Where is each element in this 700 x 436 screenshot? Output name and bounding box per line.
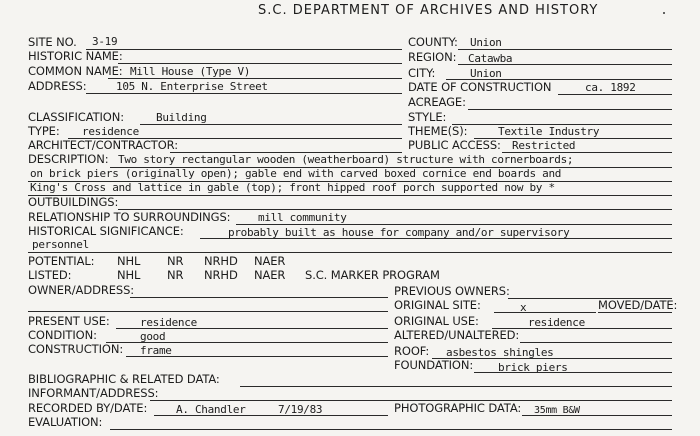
acreage-label: ACREAGE: <box>408 95 466 109</box>
historical-significance-label: HISTORICAL SIGNIFICANCE: <box>28 224 184 238</box>
original-site-value: x <box>520 301 527 314</box>
historical-significance-line-2: personnel <box>32 238 89 251</box>
altered-label: ALTERED/UNALTERED: <box>394 328 520 342</box>
historical-significance-underline-2 <box>28 252 672 253</box>
speck <box>663 12 665 14</box>
public-access-value: Restricted <box>512 139 576 152</box>
potential-label: POTENTIAL: <box>28 254 95 268</box>
moved-date-line <box>598 312 672 313</box>
city-value: Union <box>470 67 502 80</box>
bibliographic-line <box>240 386 672 387</box>
form-title: S.C. DEPARTMENT OF ARCHIVES AND HISTORY <box>258 3 599 18</box>
moved-date-label: MOVED/DATE: <box>598 298 678 312</box>
classification-label: CLASSIFICATION: <box>28 110 125 124</box>
county-line <box>458 49 672 50</box>
condition-label: CONDITION: <box>28 328 97 342</box>
historical-significance-underline-1 <box>200 238 672 239</box>
construction-value: frame <box>140 344 172 357</box>
potential-option-nr[interactable]: NR <box>167 254 184 268</box>
site-no-label: SITE NO. <box>28 35 77 49</box>
roof-value: asbestos shingles <box>446 346 554 359</box>
acreage-line <box>468 109 672 110</box>
original-use-value: residence <box>528 316 585 329</box>
date-of-construction-label: DATE OF CONSTRUCTION <box>408 80 552 94</box>
architect-label: ARCHITECT/CONTRACTOR: <box>28 138 178 152</box>
bibliographic-label: BIBLIOGRAPHIC & RELATED DATA: <box>28 372 220 386</box>
evaluation-line <box>110 429 672 430</box>
classification-value: Building <box>156 111 207 124</box>
themes-value: Textile Industry <box>498 125 600 138</box>
common-name-label: COMMON NAME: <box>28 64 123 78</box>
relationship-value: mill community <box>258 211 347 224</box>
listed-label: LISTED: <box>28 268 72 282</box>
listed-option-naer[interactable]: NAER <box>254 268 286 282</box>
present-use-line <box>116 328 388 329</box>
county-label: COUNTY: <box>408 35 458 49</box>
foundation-label: FOUNDATION: <box>394 358 474 372</box>
owner-address-label: OWNER/ADDRESS: <box>28 283 135 297</box>
relationship-line <box>236 224 672 225</box>
public-access-label: PUBLIC ACCESS: <box>408 138 501 152</box>
original-site-label: ORIGINAL SITE: <box>394 298 481 312</box>
common-name-value: Mill House (Type V) <box>130 65 251 78</box>
present-use-label: PRESENT USE: <box>28 314 110 328</box>
listed-option-nrhd[interactable]: NRHD <box>204 268 238 282</box>
photographic-data-line <box>522 415 672 416</box>
foundation-value: brick piers <box>498 361 568 374</box>
address-line <box>86 93 402 94</box>
site-no-value: 3-19 <box>92 35 118 48</box>
historic-name-line <box>118 63 402 64</box>
description-line-1: Two story rectangular wooden (weatherboard) structure with cornerboards; <box>118 153 574 166</box>
site-no-line <box>86 49 402 50</box>
recorded-by-line <box>154 415 388 416</box>
listed-option-nr[interactable]: NR <box>167 268 184 282</box>
recorded-by-label: RECORDED BY/DATE: <box>28 401 148 415</box>
common-name-line <box>108 78 402 79</box>
photographic-data-label: PHOTOGRAPHIC DATA: <box>394 401 522 415</box>
potential-option-nrhd[interactable]: NRHD <box>204 254 238 268</box>
potential-option-nhl[interactable]: NHL <box>117 254 141 268</box>
sc-marker-program[interactable]: S.C. MARKER PROGRAM <box>305 268 440 282</box>
informant-label: INFORMANT/ADDRESS: <box>28 386 159 400</box>
construction-line <box>126 356 388 357</box>
condition-line <box>106 342 388 343</box>
description-line-2: on brick piers (originally open); gable end with carved boxed cornice end boards and <box>30 167 562 180</box>
recorded-by-date: 7/19/83 <box>278 403 323 416</box>
description-underline-3 <box>28 195 672 196</box>
owner-address-line-2 <box>28 311 388 312</box>
previous-owners-label: PREVIOUS OWNERS: <box>394 284 510 298</box>
construction-label: CONSTRUCTION: <box>28 342 124 356</box>
description-line-3: King's Cross and lattice in gable (top); front hipped roof porch supported now by * <box>30 181 555 194</box>
altered-line <box>520 342 672 343</box>
listed-option-nhl[interactable]: NHL <box>117 268 141 282</box>
condition-value: good <box>140 330 166 343</box>
outbuildings-label: OUTBUILDINGS: <box>28 195 119 209</box>
address-label: ADDRESS: <box>28 79 87 93</box>
date-of-construction-value: ca. 1892 <box>585 81 636 94</box>
potential-option-naer[interactable]: NAER <box>254 254 286 268</box>
historical-significance-line-1: probably built as house for company and/or supervisory <box>228 226 570 239</box>
foundation-line <box>474 372 672 373</box>
region-line <box>458 64 672 65</box>
county-value: Union <box>470 36 502 49</box>
themes-label: THEME(S): <box>408 124 468 138</box>
present-use-value: residence <box>140 316 197 329</box>
type-label: TYPE: <box>28 124 60 138</box>
original-site-line <box>494 312 596 313</box>
region-value: Catawba <box>468 52 513 65</box>
original-use-label: ORIGINAL USE: <box>394 314 479 328</box>
style-label: STYLE: <box>408 110 447 124</box>
owner-address-line-1 <box>130 297 388 298</box>
description-label: DESCRIPTION: <box>28 152 109 166</box>
recorded-by-name: A. Chandler <box>176 403 246 416</box>
date-of-construction-line <box>558 94 672 95</box>
classification-line <box>140 124 402 125</box>
region-label: REGION: <box>408 50 457 64</box>
roof-label: ROOF: <box>394 344 430 358</box>
evaluation-label: EVALUATION: <box>28 415 103 429</box>
relationship-label: RELATIONSHIP TO SURROUNDINGS: <box>28 210 231 224</box>
address-value: 105 N. Enterprise Street <box>116 80 268 93</box>
city-label: CITY: <box>408 66 436 80</box>
photographic-data-value: 35mm B&W <box>534 405 580 416</box>
historic-name-label: HISTORIC NAME: <box>28 49 123 63</box>
type-value: residence <box>82 125 139 138</box>
